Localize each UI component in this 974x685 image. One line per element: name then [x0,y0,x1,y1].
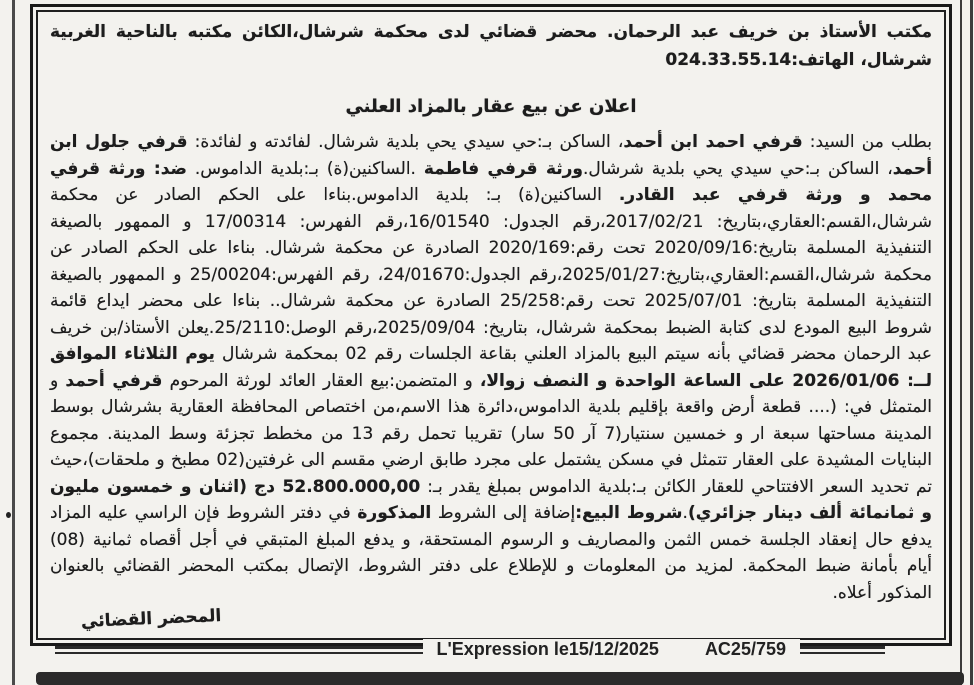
publication-footer [55,639,885,660]
notice-body [50,129,932,606]
body-segment: و المتضمن:بيع العقار العائد لورثة المرحوم [162,370,480,391]
body-segment [247,477,254,497]
body-segment: في دفتر الشروط فإن الراسي عليه المزاد يدفع حال إنعقاد الجلسة خمس الثمن والمصاريف و الرسوم المستحقة، و يدفع المبلغ المتبقي في أجل أقصاه ثمانية (08) أيام بأمانة ضبط المحكمة. لمزيد من المعلومات و للإطلاع على دفتر الشروط، الإتصال بمكتب المحضر القضائي بالعنوان المذكور أعلاه. [50,503,932,603]
newspaper-column-rule-right [960,0,973,685]
body-segment: و المتمثل في: (.... قطعة أرض واقعة بإقليم بلدية الداموس،دائرة هذا الاسم،من اختصاص المحافظة العقارية بشرشال بوسط المدينة مساحتها سبعة ار و خمسين سنتيار(7 آر 50 سار) تقريبا تحمل رقم 13 من مخطط تجزئة وسط المدينة. مجموع البنايات المشيدة على العقار تتمثل في مسكن يشتمل على مجرد طابق ارضي مقسم الى غرفتين(02 مطبخ و ملحقات)،حيث تم تحديد السعر الافتتاحي للعقار الكائن بـ:بلدية الداموس بمبلغ يقدر بـ: [50,370,932,497]
body-segment: الساكنين(ة) بـ: بلدية الداموس.بناءا على الحكم الصادر عن محكمة شرشال،القسم:العقاري،بتاريخ: 2017/02/21،رقم الجدول: 16/01540،رقم الفهرس: 17/00314 و الممهور بالصيغة التنفيذية المسلمة بتاريخ:2020/09/16 تحت رقم:2020/169 الصادرة عن محكمة شرشال. بناءا على الحكم الصادر عن محكمة شرشال،القسم:العقاري،بتاريخ:2025/01/27،رقم الجدول:24/01670، رقم الفهرس:25/00204 و الممهور بالصيغة التنفيذية المسلمة بتاريخ: 2025/07/01 تحت رقم:25/258 الصادرة عن محكمة شرشال.. بناءا على محضر ايداع قائمة شروط البيع المودع لدى كتابة الضبط بمحكمة شرشال، بتاريخ: 2025/09/04،رقم الوصل:25/2110.يعلن الأستاذ/بن خريف عبد الرحمان محضر قضائي بأنه سيتم البيع بالمزاد العلني بقاعة الجلسات رقم 02 بمحكمة شرشال [50,185,932,364]
body-segment: بطلب من السيد: [802,132,932,152]
office-header-line1: مكتب الأستاذ بن خريف عبد الرحمان. محضر قضائي لدى محكمة شرشال،الكائن مكتبه بالناحية الغربية [50,22,932,42]
bailiff-signature: المحضر القضائي [80,605,222,633]
body-segment: قرفي جلول ابن أحمد [50,132,933,179]
body-segment: ورثة قرفي فاطمة [423,158,584,179]
body-segment: .الساكنين(ة) بـ:بلدية الداموس. [186,158,424,179]
ad-reference-number: AC25/759 [704,639,786,659]
next-ad-top-bar [36,672,964,685]
legal-notice-inner-frame [36,10,946,640]
body-segment: (اثنان و خمسون مليون و ثمانمائة ألف دينار جزائري) [50,476,932,523]
body-segment: . [682,503,688,523]
body-segment: ، الساكن بـ:حي سيدي يحي بلدية شرشال. [583,158,893,179]
body-segment: 52.800.000,00 دج [253,476,421,497]
office-header-line2-phone: شرشال، الهاتف:024.33.55.14 [665,50,932,70]
body-segment: يوم الثلاثاء الموافق لــ: 2026/01/06 على الساعة الواحدة و النصف زوالا، [50,344,932,391]
notice-title: اعلان عن بيع عقار بالمزاد العلني [345,96,637,117]
footer-double-rule-left [55,646,423,654]
legal-notice-box [30,4,952,646]
body-segment: ، الساكن بـ:حي سيدي يحي بلدية شرشال. لفائدته و لفائدة: [187,132,624,152]
scan-speckle [6,512,11,518]
publication-name-date: L'Expression le15/12/2025 [436,639,659,659]
body-segment: قرفي أحمد [65,370,163,391]
body-segment: ضد: ورثة قرفي محمد و ورثة قرفي عبد القادر. [50,158,932,205]
bailiff-office-header [50,18,932,74]
footer-double-rule-right [800,646,885,654]
body-segment: إضافة إلى الشروط [431,503,576,523]
body-segment: شروط البيع: [575,503,683,523]
footer-text [423,639,800,660]
body-segment: قرفي احمد ابن أحمد [623,132,803,152]
body-segment: المذكورة [357,503,432,523]
newspaper-column-rule-left [12,0,15,685]
